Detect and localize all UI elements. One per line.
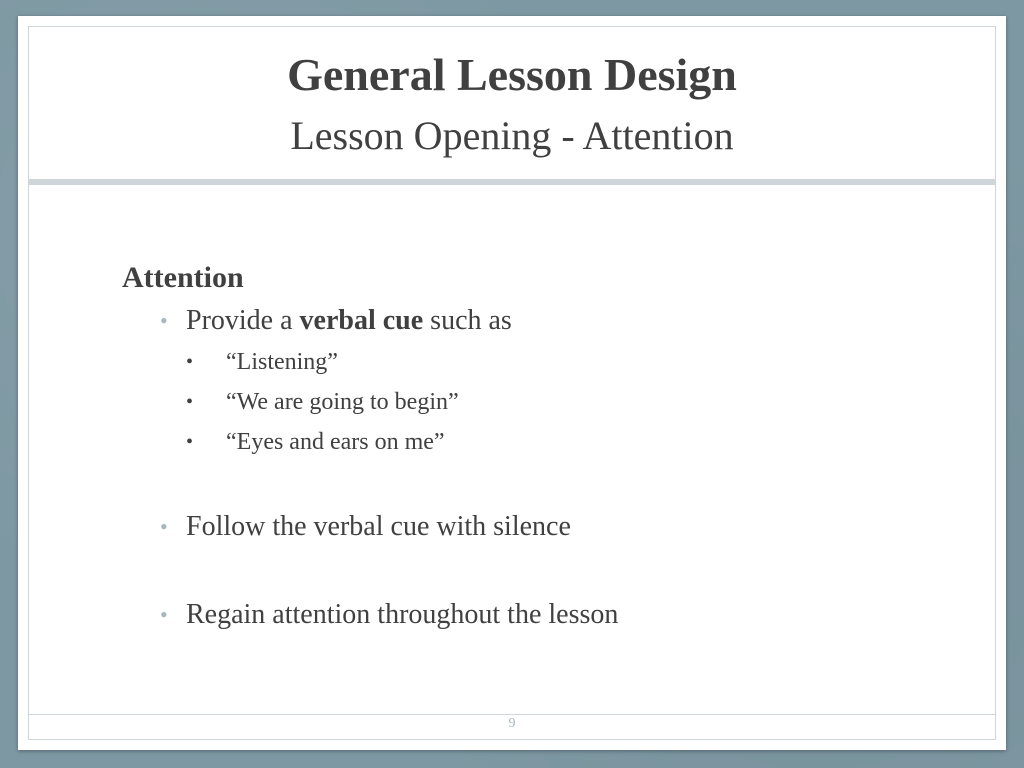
sub-bullet-text: “Eyes and ears on me” <box>226 429 445 455</box>
bullet-text-suffix: such as <box>423 305 512 336</box>
bullet-list <box>122 304 966 632</box>
sub-bullet-list <box>186 342 966 462</box>
bullet-icon: • <box>160 514 168 539</box>
slide-title: General Lesson Design <box>287 49 737 100</box>
bullet-text: Regain attention throughout the lesson <box>186 599 619 630</box>
footer-divider <box>28 714 996 715</box>
slide <box>18 16 1006 750</box>
sub-bullet-item <box>186 382 966 422</box>
bullet-text-emphasis: verbal cue <box>299 305 424 336</box>
bullet-item-silence <box>160 510 966 544</box>
slide-subtitle: Lesson Opening - Attention <box>290 113 734 158</box>
slide-header <box>18 16 1006 184</box>
sub-bullet-text: “We are going to begin” <box>226 389 459 415</box>
slide-body <box>122 260 966 632</box>
bullet-text-prefix: Provide a <box>186 305 300 336</box>
sub-bullet-icon: • <box>186 351 194 373</box>
bullet-icon: • <box>160 602 168 627</box>
bullet-item-verbal-cue <box>160 304 966 462</box>
bullet-item-regain <box>160 598 966 632</box>
bullet-text: Follow the verbal cue with silence <box>186 511 571 542</box>
page-number: 9 <box>508 716 516 731</box>
sub-bullet-item <box>186 422 966 462</box>
header-divider <box>28 179 996 185</box>
sub-bullet-icon: • <box>186 391 194 413</box>
section-heading: Attention <box>122 261 244 294</box>
sub-bullet-icon: • <box>186 431 194 453</box>
sub-bullet-text: “Listening” <box>226 349 338 375</box>
sub-bullet-item <box>186 342 966 382</box>
bullet-icon: • <box>160 308 168 333</box>
